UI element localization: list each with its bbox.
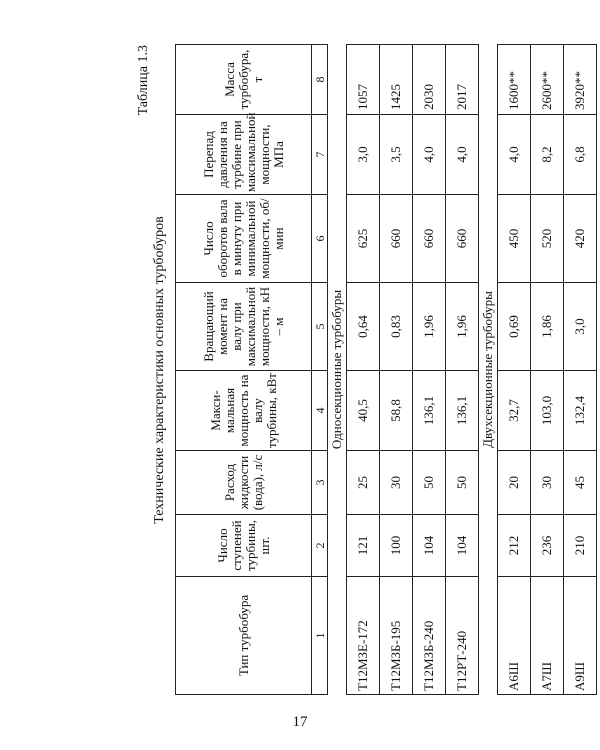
cell-rpm: 420 [564,195,597,283]
table-row [380,45,413,695]
cell-rpm: 660 [413,195,446,283]
cell-type: Т12МЗБ-195 [380,577,413,695]
cell-rpm: 520 [531,195,564,283]
cell-mass: 3920** [564,45,597,115]
rotated-table-block [136,45,587,695]
table-row [531,45,564,695]
column-number: 4 [312,371,328,451]
table-row [564,45,597,695]
table-label: Таблица 1.3 [136,45,151,116]
cell-flow: 30 [380,451,413,515]
cell-torque: 0,69 [498,283,531,371]
table-row [446,45,479,695]
header-cell: Перепад давления на турбине при максимальной мощности, МПа [176,115,312,195]
cell-rpm: 660 [380,195,413,283]
cell-pressure: 3,5 [380,115,413,195]
cell-pressure: 4,0 [413,115,446,195]
cell-stages: 210 [564,515,597,577]
header-cell: Вращающий момент на валу при максимальной мощности, кН – м [176,283,312,371]
cell-type: Т12МЗЕ-172 [347,577,380,695]
section-row [328,45,347,695]
header-cell: Масса турбобура, т [176,45,312,115]
header-cell: Тип турбобура [176,577,312,695]
cell-rpm: 625 [347,195,380,283]
cell-type: А9Ш [564,577,597,695]
turbodrill-specs-table [175,44,597,695]
cell-torque: 1,86 [531,283,564,371]
table-row [413,45,446,695]
section-title: Двухсекционные турбобуры [479,45,498,695]
column-number: 5 [312,283,328,371]
header-cell: Число оборотов вала в минуту при минимальной мощности, об/мин [176,195,312,283]
table-row [347,45,380,695]
cell-mass: 2017 [446,45,479,115]
cell-pressure: 6,8 [564,115,597,195]
cell-power: 136,1 [413,371,446,451]
section-row [479,45,498,695]
cell-pressure: 3,0 [347,115,380,195]
cell-stages: 121 [347,515,380,577]
cell-flow: 30 [531,451,564,515]
column-number: 6 [312,195,328,283]
cell-stages: 100 [380,515,413,577]
cell-power: 136,1 [446,371,479,451]
cell-stages: 236 [531,515,564,577]
cell-mass: 1600** [498,45,531,115]
column-number-row [312,45,328,695]
cell-pressure: 8,2 [531,115,564,195]
cell-pressure: 4,0 [446,115,479,195]
cell-flow: 50 [413,451,446,515]
column-number: 2 [312,515,328,577]
cell-stages: 212 [498,515,531,577]
header-cell: Число ступеней турбины, шт. [176,515,312,577]
cell-type: Т12МЗБ-240 [413,577,446,695]
table-row [498,45,531,695]
cell-power: 40,5 [347,371,380,451]
cell-rpm: 450 [498,195,531,283]
header-cell: Расход жидкости (вода), л/с [176,451,312,515]
cell-type: Т12РТ-240 [446,577,479,695]
column-number: 8 [312,45,328,115]
column-number: 7 [312,115,328,195]
cell-torque: 1,96 [446,283,479,371]
cell-power: 132,4 [564,371,597,451]
cell-pressure: 4,0 [498,115,531,195]
cell-flow: 45 [564,451,597,515]
cell-power: 32,7 [498,371,531,451]
cell-power: 103,0 [531,371,564,451]
header-row [176,45,312,695]
cell-stages: 104 [413,515,446,577]
cell-torque: 0,83 [380,283,413,371]
cell-flow: 50 [446,451,479,515]
cell-mass: 1425 [380,45,413,115]
cell-stages: 104 [446,515,479,577]
cell-power: 58,8 [380,371,413,451]
cell-torque: 1,96 [413,283,446,371]
page-number: 17 [292,714,308,730]
table-title: Технические характеристики основных турбобуров [152,216,167,524]
column-number: 1 [312,577,328,695]
cell-mass: 1057 [347,45,380,115]
cell-flow: 25 [347,451,380,515]
cell-flow: 20 [498,451,531,515]
cell-type: А7Ш [531,577,564,695]
column-number: 3 [312,451,328,515]
cell-torque: 3,0 [564,283,597,371]
cell-mass: 2030 [413,45,446,115]
section-title: Односекционные турбобуры [328,45,347,695]
cell-mass: 2600** [531,45,564,115]
cell-rpm: 660 [446,195,479,283]
cell-type: А6Ш [498,577,531,695]
cell-torque: 0,64 [347,283,380,371]
header-cell: Макси-мальная мощность на валу турбины, кВт [176,371,312,451]
